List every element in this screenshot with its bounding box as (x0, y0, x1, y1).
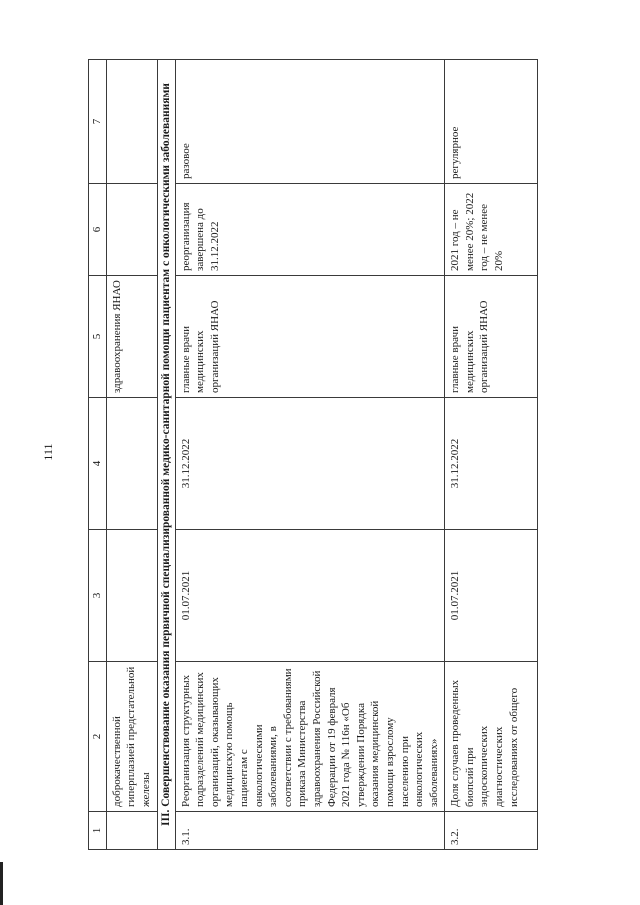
column-number: 3 (89, 530, 107, 662)
cell-responsible: здравоохранения ЯНАО (106, 276, 157, 398)
cell-number (106, 812, 157, 850)
column-number: 7 (89, 60, 107, 184)
column-number: 2 (89, 662, 107, 812)
column-number: 6 (89, 184, 107, 276)
cell-frequency: регулярное (445, 60, 538, 184)
scan-edge-artifact (0, 862, 3, 905)
cell-start (106, 530, 157, 662)
section-header-row (157, 60, 175, 850)
column-number: 1 (89, 812, 107, 850)
column-number-row (89, 60, 107, 850)
cell-responsible: главные врачи медицинских организаций ЯНАО (175, 276, 445, 398)
rotated-table-container (88, 60, 608, 850)
cell-measure: доброкачественной гиперплазией предстательной железы (106, 662, 157, 812)
cell-result: 2021 год – не менее 20%; 2022 год – не менее 20% (445, 184, 538, 276)
cell-end: 31.12.2022 (445, 398, 538, 530)
cell-number: 3.2. (445, 812, 538, 850)
cell-number: 3.1. (175, 812, 445, 850)
cell-frequency (106, 60, 157, 184)
cell-end (106, 398, 157, 530)
cell-measure: Доля случаев проведенных биопсий при эндоскопических диагностических исследованиях от общего (445, 662, 538, 812)
column-number: 5 (89, 276, 107, 398)
section-title: III. Совершенствование оказания первичной специализированной медико-санитарной помощи пациентам с онкологическими заболеваниями (157, 60, 175, 850)
cell-start: 01.07.2021 (445, 530, 538, 662)
page-number: 111 (41, 443, 55, 461)
cell-start: 01.07.2021 (175, 530, 445, 662)
cell-result (106, 184, 157, 276)
table-row (175, 60, 445, 850)
cell-end: 31.12.2022 (175, 398, 445, 530)
measures-table (88, 59, 538, 850)
cell-result: реорганизация завершена до 31.12.2022 (175, 184, 445, 276)
cell-measure: Реорганизация структурных подразделений медицинских организаций, оказывающих медицинскую помощь пациентам с онкологическими заболеваниями, в соответствии с требованиями приказа Министерства здравоохранения Российской Федерации от 19 февраля 2021 года № 116н «Об утверждении Порядка оказания медицинской помощи взрослому населению при онкологических заболеваниях» (175, 662, 445, 812)
column-number: 4 (89, 398, 107, 530)
table-row (445, 60, 538, 850)
cell-responsible: главные врачи медицинских организаций ЯНАО (445, 276, 538, 398)
cell-frequency: разовое (175, 60, 445, 184)
continued-row (106, 60, 157, 850)
